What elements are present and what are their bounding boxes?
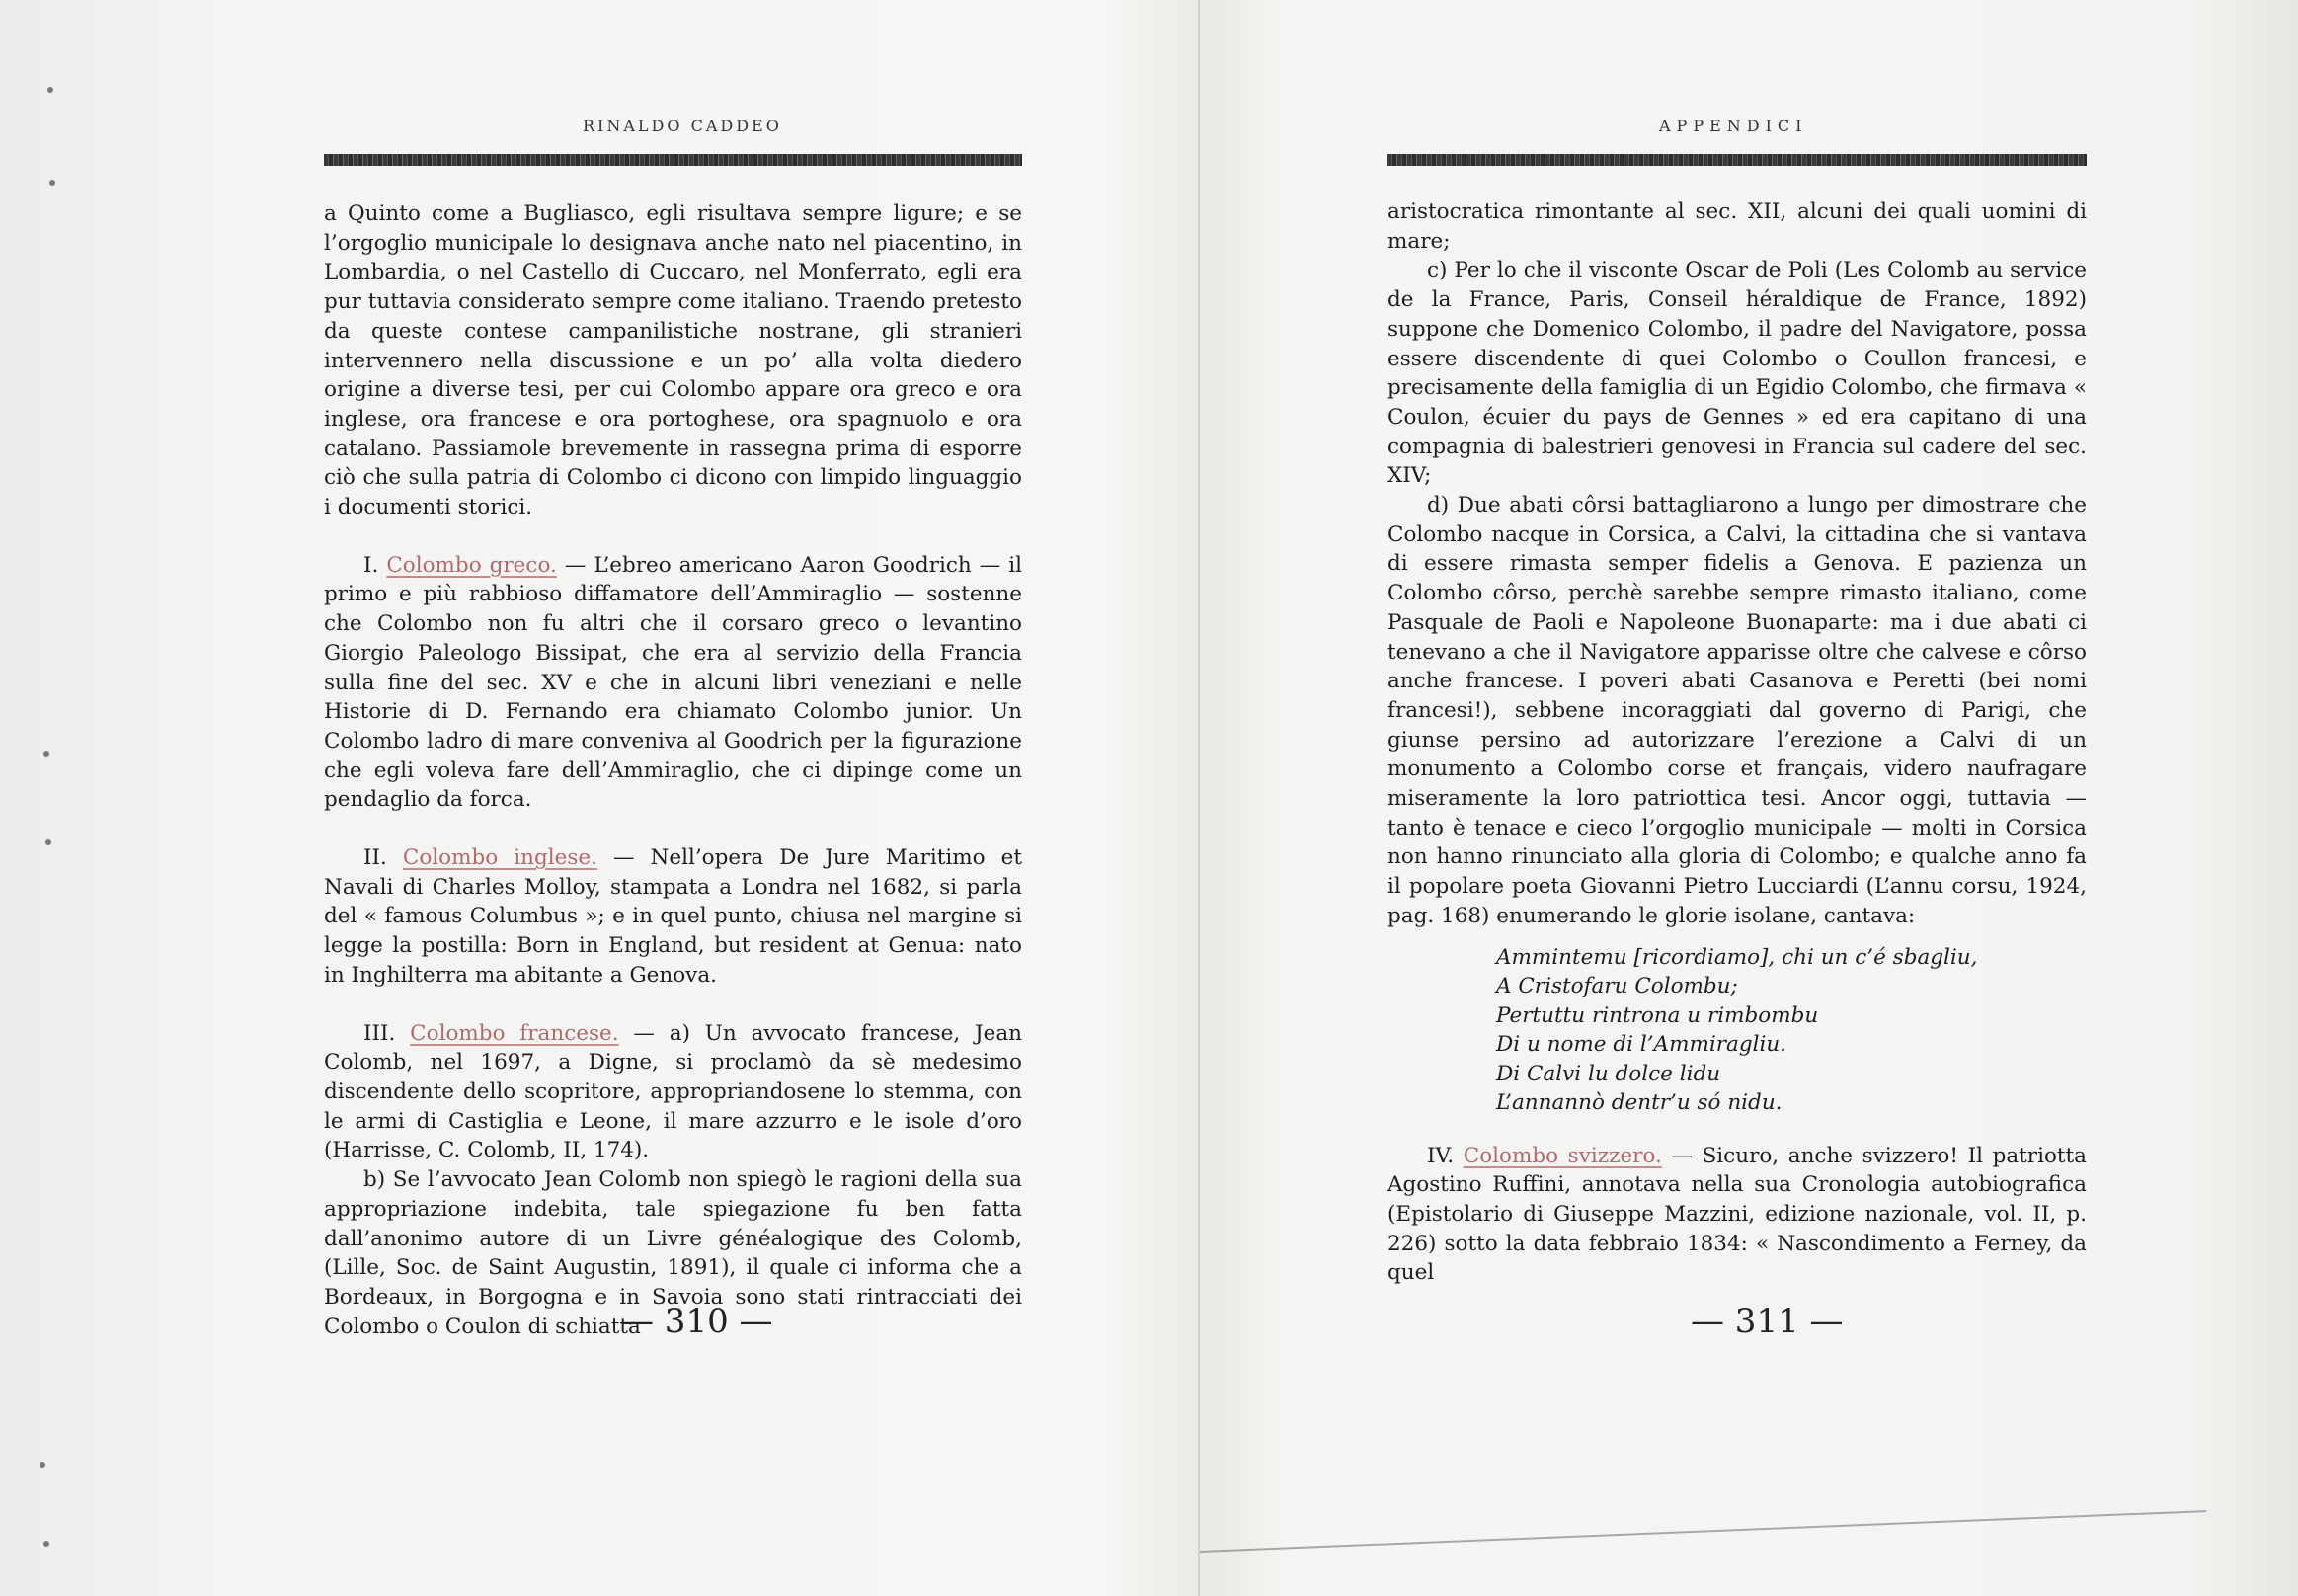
margin-speck xyxy=(45,839,51,845)
section-colombo-svizzero xyxy=(1387,1142,2087,1289)
verse-line: Di u nome di l’Ammiragliu. xyxy=(1496,1032,1787,1058)
header-rule-right xyxy=(1387,154,2087,166)
section-number: III. xyxy=(363,1020,396,1046)
page-number-left: — 310 — xyxy=(620,1302,773,1341)
verse-line: L’annannò dentr’u só nidu. xyxy=(1496,1090,1783,1116)
running-head-right: APPENDICI xyxy=(1659,117,1808,135)
section-number: II. xyxy=(363,845,387,871)
text-block-right xyxy=(1387,198,2087,1288)
section-text: — Sicuro, anche svizzero! Il patriotta Agostino Ruffini, annotava nella sua Cronologia autobiografica (Epistolario di Giuseppe Mazzini, edizione nazionale, vol. II, p. 226) sotto la data febbraio 1834: « Nascondimento a Ferney, da quel xyxy=(1387,1143,2087,1286)
paragraph-intro: a Quinto come a Bugliasco, egli risultava sempre ligure; e se l’orgoglio municipale lo designava anche nato nel piacentino, in Lombardia, o nel Castello di Cuccaro, nel Monferrato, egli era pur tuttavia considerato sempre come italiano. Traendo pretesto da queste contese campanilistiche nostrane, gli stranieri intervennero nella discussione e un po’ alla volta diedero origine a diverse tesi, per cui Colombo appare ora greco e ora inglese, ora francese e ora portoghese, ora spagnuolo e ora catalano. Passiamole brevemente in rassegna prima di esporre ciò che sulla patria di Colombo ci dicono con limpido linguaggio i documenti storici. xyxy=(324,201,1022,520)
section-text: — Nell’opera De Jure Maritimo et Navali di Charles Molloy, stampata a Londra nel 1682, si parla del « famous Columbus »; e in quel punto, chiusa nel margine si legge la postilla: Born in England, but resident at Genua: nato in Inghilterra ma abitante a Genova. xyxy=(324,845,1023,988)
margin-speck xyxy=(43,1541,49,1547)
paragraph-d: d) Due abati côrsi battagliarono a lungo per dimostrare che Colombo nacque in Corsica, a Calvi, la cittadina che si vantava di essere rimasta semper fidelis a Genova. E pazienza un Colombo côrso, perchè sarebbe sempre rimasto italiano, come Pasquale de Paoli e Napoleone Buonaparte: ma i due abati ci tenevano a che il Navigatore apparisse oltre che calvese e côrso anche francese. I poveri abati Casanova e Peretti (bei nomi francesi!), sebbene incoraggiati dal governo di Parigi, che giunse persino ad autorizzare l’erezione a Calvi di un monumento a Colombo corse et français, videro naufragare miseramente la loro patriottica tesi. Ancor oggi, tuttavia — tanto è tenace e cieco l’orgoglio municipale — molti in Corsica non hanno rinunciato alla gloria di Colombo; e qualche anno fa il popolare poeta Giovanni Pietro Lucciardi (L’annu corsu, 1924, pag. 168) enumerando le glorie isolane, cantava: xyxy=(1387,493,2087,928)
page-number-right: — 311 — xyxy=(1691,1302,1844,1341)
section-colombo-francese xyxy=(324,1019,1022,1166)
paragraph-continued: aristocratica rimontante al sec. XII, alcuni dei quali uomini di mare; xyxy=(1387,200,2087,254)
paragraph-b: b) Se l’avvocato Jean Colomb non spiegò le ragioni della sua appropriazione indebita, tale spiegazione fu ben fatta dall’anonimo autore di un Livre généalogique des Colomb, (Lille, Soc. de Saint Augustin, 1891), il quale ci informa che a Bordeaux, in Borgogna e in Savoia sono stati rintracciati dei Colombo o Coulon di schiatta xyxy=(324,1167,1022,1339)
page-right xyxy=(1200,0,2298,1596)
paragraph-c: c) Per lo che il visconte Oscar de Poli (Les Colomb au service de la France, Paris, Conseil héraldique de France, 1892) suppone che Domenico Colombo, il padre del Navigatore, possa essere discendente di quei Colombo o Coullon francesi, e precisamente della famiglia di un Egidio Colombo, che firmava « Coulon, écuier du pays de Gennes » ed era capitano di una compagnia di balestrieri genovesi in Francia sul cadere del sec. XIV; xyxy=(1387,258,2087,489)
section-number: IV. xyxy=(1427,1143,1455,1168)
section-colombo-greco xyxy=(324,551,1022,815)
verse-line: Ammintemu [ricordiamo], chi un c’é sbagliu, xyxy=(1496,944,1978,970)
verse-line: Pertuttu rintrona u rimbombu xyxy=(1496,1002,1819,1028)
running-head-left: RINALDO CADDEO xyxy=(583,117,782,135)
section-title: Colombo inglese. xyxy=(402,845,597,871)
section-number: I. xyxy=(363,552,379,578)
section-text: — L’ebreo americano Aaron Goodrich — il primo e più rabbioso diffamatore dell’Ammiraglio — sostenne che Colombo non fu altri che il corsaro greco o levantino Giorgio Paleologo Bissipat, che era al servizio della Francia sulla fine del sec. XV e che in alcuni libri veneziani e nelle Historie di D. Fernando era chiamato Colombo junior. Un Colombo ladro di mare conveniva al Goodrich per la figurazione che egli voleva fare dell’Ammiraglio, che ci dipinge come un pendaglio da forca. xyxy=(324,552,1022,813)
section-title: Colombo francese. xyxy=(410,1020,619,1046)
margin-speck xyxy=(43,751,49,757)
section-title: Colombo svizzero. xyxy=(1463,1143,1662,1168)
header-rule-left xyxy=(324,154,1022,166)
verse-line: A Cristofaru Colombu; xyxy=(1496,974,1738,999)
verse-line: Di Calvi lu dolce lidu xyxy=(1496,1061,1721,1086)
section-title: Colombo greco. xyxy=(386,552,557,578)
text-block-left xyxy=(324,200,1022,1341)
margin-speck xyxy=(47,87,53,93)
section-colombo-inglese xyxy=(324,843,1022,991)
margin-speck xyxy=(49,180,55,186)
verse-block xyxy=(1496,943,2087,1118)
margin-speck xyxy=(40,1462,45,1468)
section-text: — a) Un avvocato francese, Jean Colomb, nel 1697, a Digne, si proclamò da sè medesimo discendente dello scopritore, appropriandosene lo stemma, con le armi di Castiglia e Leone, il mare azzurro e le isole d’oro (Harrisse, C. Colomb, II, 174). xyxy=(324,1020,1023,1163)
